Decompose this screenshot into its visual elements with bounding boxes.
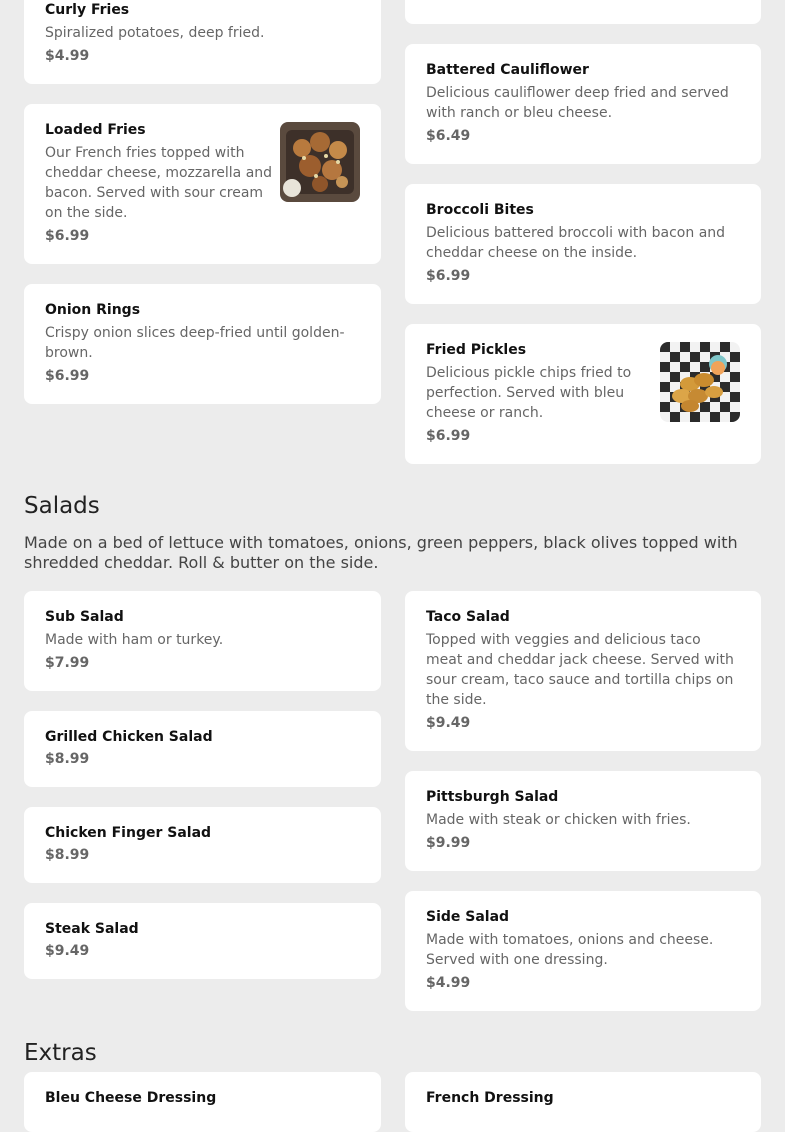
- item-title: Grilled Chicken Salad: [45, 729, 213, 745]
- item-description: Made with steak or chicken with fries.: [426, 812, 691, 828]
- menu-item-grilled-chicken-salad[interactable]: [24, 711, 381, 787]
- item-title: Side Salad: [426, 909, 510, 925]
- menu-item-curly-fries[interactable]: [24, 0, 381, 84]
- section-description-salads: Made on a bed of lettuce with tomatoes, onions, green peppers, black olives topped with shredded cheddar. Roll & butter on the side.: [24, 533, 738, 572]
- item-price: $6.99: [426, 268, 471, 284]
- item-description: Made with ham or turkey.: [45, 632, 224, 648]
- item-description: Delicious cauliflower deep fried and served with ranch or bleu cheese.: [426, 85, 729, 121]
- menu-item-side-salad[interactable]: [405, 891, 761, 1011]
- item-title: Broccoli Bites: [426, 202, 534, 218]
- item-description: Crispy onion slices deep-fried until golden-brown.: [45, 325, 345, 361]
- item-description: Our French fries topped with cheddar cheese, mozzarella and bacon. Served with sour cream on the side.: [45, 145, 273, 221]
- item-price: $6.99: [45, 228, 90, 244]
- fried-pickles-photo[interactable]: [660, 342, 740, 422]
- item-price: $4.99: [45, 48, 90, 64]
- item-title: Fried Pickles: [426, 342, 527, 358]
- item-price: $8.99: [45, 751, 90, 767]
- item-title: Sub Salad: [45, 609, 124, 625]
- item-title: Battered Cauliflower: [426, 62, 589, 78]
- menu-item-fried-pickles[interactable]: [405, 324, 761, 464]
- menu-item-bleu-cheese-dressing[interactable]: [24, 1072, 381, 1132]
- item-price: $9.49: [426, 715, 471, 731]
- item-description: Spiralized potatoes, deep fried.: [45, 25, 265, 41]
- loaded-fries-image: [280, 122, 360, 202]
- item-title: Chicken Finger Salad: [45, 825, 212, 841]
- item-title: Curly Fries: [45, 2, 130, 18]
- section-title-salads: Salads: [24, 493, 100, 519]
- item-title: Pittsburgh Salad: [426, 789, 559, 805]
- item-title: French Dressing: [426, 1090, 554, 1106]
- item-title: Bleu Cheese Dressing: [45, 1090, 217, 1106]
- item-description: Made with tomatoes, onions and cheese. Served with one dressing.: [426, 932, 714, 968]
- menu-item-pittsburgh-salad[interactable]: [405, 771, 761, 871]
- menu-item-broccoli-bites[interactable]: [405, 184, 761, 304]
- menu-item-steak-salad[interactable]: [24, 903, 381, 979]
- section-title-extras: Extras: [24, 1040, 97, 1066]
- item-price: $8.99: [45, 847, 90, 863]
- menu-item-chicken-finger-salad[interactable]: [24, 807, 381, 883]
- item-title: Steak Salad: [45, 921, 139, 937]
- menu-item-taco-salad[interactable]: [405, 591, 761, 751]
- item-description: Topped with veggies and delicious taco meat and cheddar jack cheese. Served with sour cream, taco sauce and tortilla chips on the side.: [426, 632, 734, 708]
- item-price: $6.49: [426, 128, 471, 144]
- item-price: $7.99: [45, 655, 90, 671]
- menu-item-card-partial[interactable]: [405, 0, 761, 24]
- item-title: Loaded Fries: [45, 122, 146, 138]
- item-price: $6.99: [426, 428, 471, 444]
- item-price: $6.99: [45, 368, 90, 384]
- item-price: $9.49: [45, 943, 90, 959]
- fried-pickles-image: [660, 342, 740, 422]
- menu-item-battered-cauliflower[interactable]: [405, 44, 761, 164]
- item-description: Delicious pickle chips fried to perfection. Served with bleu cheese or ranch.: [426, 365, 632, 421]
- item-title: Taco Salad: [426, 609, 510, 625]
- item-price: $9.99: [426, 835, 471, 851]
- item-title: Onion Rings: [45, 302, 141, 318]
- menu-item-french-dressing[interactable]: [405, 1072, 761, 1132]
- loaded-fries-photo[interactable]: [280, 122, 360, 202]
- item-price: $4.99: [426, 975, 471, 991]
- menu-item-onion-rings[interactable]: [24, 284, 381, 404]
- menu-item-loaded-fries[interactable]: [24, 104, 381, 264]
- menu-item-sub-salad[interactable]: [24, 591, 381, 691]
- item-description: Delicious battered broccoli with bacon and cheddar cheese on the inside.: [426, 225, 726, 261]
